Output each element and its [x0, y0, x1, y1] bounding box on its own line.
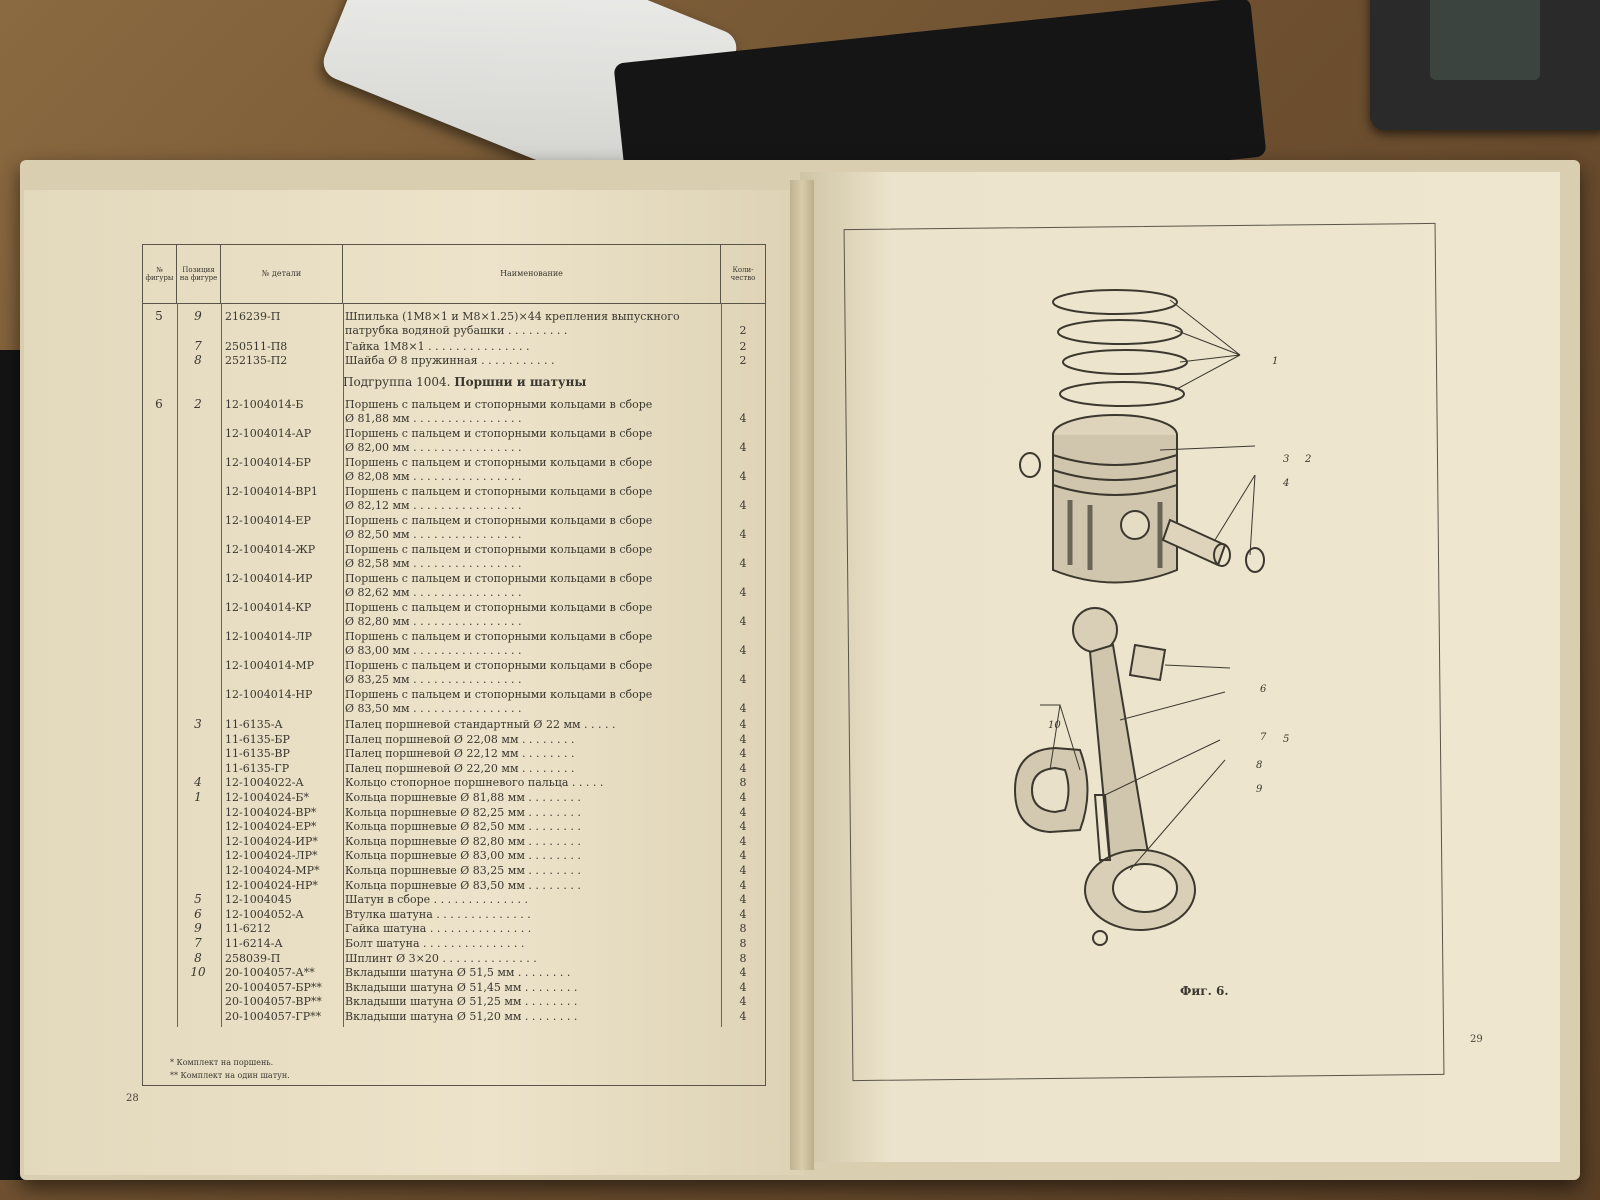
row-qty: 4 [739, 528, 747, 541]
callout-7: 7 [1260, 732, 1267, 743]
table-row [143, 600, 765, 615]
callout-8: 8 [1256, 760, 1263, 771]
row-qty: 4 [739, 980, 747, 994]
footnote-piston: * Комплект на поршень. [170, 1058, 274, 1067]
table-row [143, 411, 765, 426]
row-qty: 4 [739, 834, 747, 848]
row-qty: 4 [739, 747, 747, 761]
rod-bushing [1130, 645, 1165, 680]
bearing-shell-inner [1032, 768, 1069, 812]
parts-table [142, 244, 766, 1086]
table-row [143, 527, 765, 542]
row-name: Кольца поршневые Ø 82,80 мм . . . . . . . . [345, 834, 581, 848]
row-part-number: 12-1004045 [225, 893, 292, 907]
table-row [143, 921, 765, 936]
row-part-number: 11-6212 [225, 922, 271, 936]
row-part-number: 12-1004024-ВР* [225, 805, 317, 819]
row-qty: 2 [739, 324, 747, 337]
row-pos: 9 [194, 921, 202, 936]
row-fig: 5 [155, 309, 163, 323]
row-name: Палец поршневой Ø 22,12 мм . . . . . . . . [345, 747, 575, 761]
row-qty: 4 [739, 441, 747, 454]
row-name: Поршень с пальцем и стопорными кольцами в сборе [345, 485, 653, 498]
callout-2: 2 [1305, 454, 1312, 465]
row-name: Палец поршневой Ø 22,20 мм . . . . . . . . [345, 761, 575, 775]
row-qty: 4 [739, 732, 747, 746]
row-qty: 4 [739, 878, 747, 892]
row-name-size: Ø 83,25 мм . . . . . . . . . . . . . . . . [345, 673, 522, 686]
row-part-number: 20-1004057-А** [225, 966, 315, 980]
row-qty: 4 [739, 820, 747, 834]
row-qty: 4 [739, 995, 747, 1009]
row-qty: 4 [739, 761, 747, 775]
phone-screen [1430, 0, 1540, 80]
row-part-number: 11-6135-ВР [225, 747, 290, 761]
row-name: Вкладыши шатуна Ø 51,25 мм . . . . . . . . [345, 995, 578, 1009]
row-name-size: Ø 82,58 мм . . . . . . . . . . . . . . . . [345, 557, 522, 570]
piston-ring [1060, 382, 1184, 406]
row-name: Кольца поршневые Ø 83,50 мм . . . . . . . . [345, 878, 581, 892]
table-row [143, 323, 765, 338]
row-name: Палец поршневой Ø 22,08 мм . . . . . . . . [345, 732, 575, 746]
row-name-size: Ø 82,50 мм . . . . . . . . . . . . . . . . [345, 528, 522, 541]
row-part-number: 12-1004014-ЖР [225, 543, 316, 556]
table-row [143, 1009, 765, 1024]
row-part-number: 258039-П [225, 951, 281, 965]
row-qty: 2 [739, 354, 747, 367]
table-row [143, 717, 765, 732]
row-part-number: 11-6135-БР [225, 732, 290, 746]
header-pos: Позиция на фигуре [177, 245, 221, 303]
row-pos: 10 [190, 965, 206, 980]
row-name: Вкладыши шатуна Ø 51,5 мм . . . . . . . . [345, 966, 571, 980]
row-qty: 4 [739, 499, 747, 512]
table-row [143, 455, 765, 470]
row-pos: 3 [194, 717, 202, 731]
row-name-size: Ø 82,12 мм . . . . . . . . . . . . . . . . [345, 499, 522, 512]
row-part-number: 252135-П2 [225, 354, 288, 367]
row-part-number: 12-1004024-Б* [225, 791, 310, 804]
table-row [143, 571, 765, 586]
row-pos: 8 [194, 950, 202, 965]
row-name: Поршень с пальцем и стопорными кольцами в сборе [345, 659, 653, 672]
row-part-number: 12-1004014-ЕР [225, 514, 311, 527]
row-pos: 4 [194, 775, 202, 790]
page-number-right: 29 [1470, 1034, 1483, 1045]
row-part-number: 12-1004024-МР* [225, 864, 320, 877]
table-row [143, 484, 765, 499]
subgroup-title: Поршни и шатуны [454, 375, 587, 389]
header-part: № детали [221, 245, 343, 303]
row-qty: 8 [739, 951, 747, 965]
row-name: Шатун в сборе . . . . . . . . . . . . . . [345, 893, 529, 907]
row-qty: 4 [739, 470, 747, 483]
row-part-number: 12-1004014-ВР1 [225, 485, 318, 498]
row-part-number: 12-1004014-АР [225, 427, 312, 440]
table-row [143, 848, 765, 863]
row-part-number: 250511-П8 [225, 340, 288, 353]
row-name: Поршень с пальцем и стопорными кольцами в сборе [345, 456, 653, 469]
row-qty: 4 [739, 849, 747, 863]
row-name: Поршень с пальцем и стопорными кольцами в сборе [345, 601, 653, 614]
row-name: Гайка шатуна . . . . . . . . . . . . . . . [345, 922, 532, 936]
row-part-number: 12-1004024-ЕР* [225, 820, 317, 834]
row-qty: 8 [739, 937, 747, 950]
row-name: Втулка шатуна . . . . . . . . . . . . . . [345, 907, 531, 921]
row-part-number: 12-1004024-ИР* [225, 834, 318, 848]
row-part-number: 12-1004022-А [225, 776, 304, 790]
piston-connecting-rod-drawing [1010, 270, 1310, 970]
row-part-number: 12-1004024-НР* [225, 878, 318, 892]
table-row [143, 863, 765, 878]
callout-5: 5 [1283, 734, 1290, 745]
page-number-left: 28 [126, 1093, 139, 1104]
row-name-size: Ø 81,88 мм . . . . . . . . . . . . . . . . [345, 412, 522, 425]
table-row [143, 469, 765, 484]
row-name: Поршень с пальцем и стопорными кольцами в сборе [345, 398, 653, 411]
pin-boss [1121, 511, 1149, 539]
row-part-number: 216239-П [225, 310, 281, 323]
row-name: Кольца поршневые Ø 83,25 мм . . . . . . . . [345, 864, 581, 877]
row-name-size: Ø 83,50 мм . . . . . . . . . . . . . . . . [345, 702, 522, 715]
table-row [143, 746, 765, 761]
table-row [143, 761, 765, 776]
row-name: Шплинт Ø 3×20 . . . . . . . . . . . . . . [345, 951, 537, 965]
book-spine [790, 180, 814, 1170]
row-part-number: 12-1004024-ЛР* [225, 849, 318, 863]
row-qty: 8 [739, 922, 747, 936]
table-row [143, 513, 765, 528]
table-row [143, 542, 765, 557]
row-qty: 4 [739, 615, 747, 628]
mobile-phone [1370, 0, 1600, 130]
row-qty: 4 [739, 557, 747, 570]
row-qty: 4 [739, 412, 747, 425]
table-row [143, 353, 765, 368]
callout-9: 9 [1256, 784, 1263, 795]
table-row [143, 878, 765, 893]
row-name: Палец поршневой стандартный Ø 22 мм . . . . . [345, 718, 616, 731]
table-row [143, 629, 765, 644]
row-name: Кольца поршневые Ø 82,25 мм . . . . . . . . [345, 805, 581, 819]
piston-ring [1063, 350, 1187, 374]
header-name: Наименование [343, 245, 721, 303]
row-name: Поршень с пальцем и стопорными кольцами в сборе [345, 630, 653, 643]
row-fig: 6 [155, 397, 163, 411]
callout-10: 10 [1048, 720, 1061, 731]
row-name-size: Ø 83,00 мм . . . . . . . . . . . . . . . . [345, 644, 522, 657]
row-name: Поршень с пальцем и стопорными кольцами в сборе [345, 543, 653, 556]
leader-lines [1170, 300, 1240, 390]
table-row [143, 965, 765, 980]
header-qty: Коли-чество [730, 266, 756, 282]
row-name: Кольцо стопорное поршневого пальца . . . . . [345, 776, 604, 790]
table-row [143, 834, 765, 849]
row-name: Поршень с пальцем и стопорными кольцами в сборе [345, 514, 653, 527]
callout-4: 4 [1283, 478, 1290, 489]
rod-big-end-bore [1113, 864, 1177, 912]
row-name: Шпилька (1М8×1 и М8×1.25)×44 крепления выпускного [345, 310, 680, 323]
row-part-number: 11-6135-ГР [225, 761, 290, 775]
row-name: Поршень с пальцем и стопорными кольцами в сборе [345, 572, 653, 585]
row-name: Вкладыши шатуна Ø 51,45 мм . . . . . . . . [345, 980, 578, 994]
figure-caption: Фиг. 6. [1180, 984, 1229, 998]
row-qty: 8 [739, 776, 747, 790]
table-row [143, 672, 765, 687]
row-qty: 4 [739, 644, 747, 657]
table-header [143, 245, 765, 304]
row-name: Поршень с пальцем и стопорными кольцами в сборе [345, 688, 653, 701]
header-fig: № фигуры [143, 245, 177, 303]
row-qty: 4 [739, 805, 747, 819]
table-row [143, 658, 765, 673]
row-qty: 4 [739, 702, 747, 715]
callout-6: 6 [1260, 684, 1267, 695]
row-qty: 4 [739, 718, 747, 731]
rod-nut [1093, 931, 1107, 945]
row-name-size: Ø 82,80 мм . . . . . . . . . . . . . . . . [345, 615, 522, 628]
row-qty: 4 [739, 586, 747, 599]
footnote-rod: ** Комплект на один шатун. [170, 1071, 290, 1080]
row-name: Болт шатуна . . . . . . . . . . . . . . . [345, 937, 525, 950]
row-part-number: 11-6214-А [225, 937, 283, 950]
row-part-number: 12-1004014-МР [225, 659, 315, 672]
table-row [143, 892, 765, 907]
row-pos: 8 [194, 353, 202, 367]
row-part-number: 12-1004014-НР [225, 688, 313, 701]
retaining-clip [1246, 548, 1264, 572]
table-row [143, 440, 765, 455]
table-row [143, 907, 765, 922]
subgroup-heading [343, 375, 586, 389]
row-name: Гайка 1М8×1 . . . . . . . . . . . . . . . [345, 340, 530, 353]
table-row [143, 951, 765, 966]
table-row [143, 790, 765, 805]
row-qty: 4 [739, 791, 747, 804]
row-name-size: Ø 82,62 мм . . . . . . . . . . . . . . . . [345, 586, 522, 599]
table-row [143, 498, 765, 513]
row-name: Шайба Ø 8 пружинная . . . . . . . . . . . [345, 354, 555, 367]
row-name-size: Ø 82,08 мм . . . . . . . . . . . . . . . . [345, 470, 522, 483]
row-pos: 6 [194, 906, 202, 921]
subgroup-prefix: Подгруппа 1004. [343, 375, 451, 389]
row-part-number: 20-1004057-ГР** [225, 1010, 322, 1023]
table-row [143, 980, 765, 995]
row-qty: 2 [739, 340, 747, 353]
table-row [143, 426, 765, 441]
table-row [143, 585, 765, 600]
table-row [143, 397, 765, 412]
table-row [143, 643, 765, 658]
row-part-number: 12-1004052-А [225, 907, 304, 921]
table-row [143, 732, 765, 747]
row-qty: 4 [739, 966, 747, 980]
row-part-number: 12-1004014-ИР [225, 572, 313, 585]
row-pos: 7 [194, 936, 202, 950]
table-row [143, 614, 765, 629]
row-name: Поршень с пальцем и стопорными кольцами в сборе [345, 427, 653, 440]
row-part-number: 12-1004014-БР [225, 456, 311, 469]
table-row [143, 994, 765, 1009]
row-pos: 1 [194, 790, 202, 804]
row-name: Кольца поршневые Ø 83,00 мм . . . . . . . . [345, 849, 581, 863]
row-part-number: 11-6135-А [225, 718, 283, 731]
row-part-number: 12-1004014-Б [225, 398, 304, 411]
table-row [143, 701, 765, 716]
row-qty: 4 [739, 1010, 747, 1023]
piston-ring [1053, 290, 1177, 314]
row-name: Кольца поршневые Ø 81,88 мм . . . . . . . . [345, 791, 581, 804]
table-row [143, 775, 765, 790]
row-name: патрубка водяной рубашки . . . . . . . . . [345, 324, 568, 337]
table-row [143, 805, 765, 820]
row-part-number: 20-1004057-ВР** [225, 995, 322, 1009]
row-part-number: 20-1004057-БР** [225, 980, 322, 994]
table-row [143, 819, 765, 834]
table-row [143, 936, 765, 951]
row-part-number: 12-1004014-ЛР [225, 630, 313, 643]
table-row [143, 309, 765, 324]
table-row [143, 339, 765, 354]
row-part-number: 12-1004014-КР [225, 601, 312, 614]
row-qty: 4 [739, 893, 747, 907]
row-pos: 9 [194, 309, 202, 323]
callout-1: 1 [1272, 356, 1279, 367]
row-qty: 4 [739, 907, 747, 921]
retaining-clip [1020, 453, 1040, 477]
row-pos: 7 [194, 339, 202, 353]
row-pos: 5 [194, 892, 202, 907]
table-row [143, 687, 765, 702]
row-name: Кольца поршневые Ø 82,50 мм . . . . . . . . [345, 820, 581, 834]
row-qty: 4 [739, 673, 747, 686]
row-qty: 4 [739, 864, 747, 877]
rod-beam [1090, 645, 1150, 865]
piston-ring [1058, 320, 1182, 344]
row-name-size: Ø 82,00 мм . . . . . . . . . . . . . . . . [345, 441, 522, 454]
table-row [143, 556, 765, 571]
callout-3: 3 [1283, 454, 1290, 465]
row-name: Вкладыши шатуна Ø 51,20 мм . . . . . . . . [345, 1010, 578, 1023]
row-pos: 2 [194, 397, 202, 411]
